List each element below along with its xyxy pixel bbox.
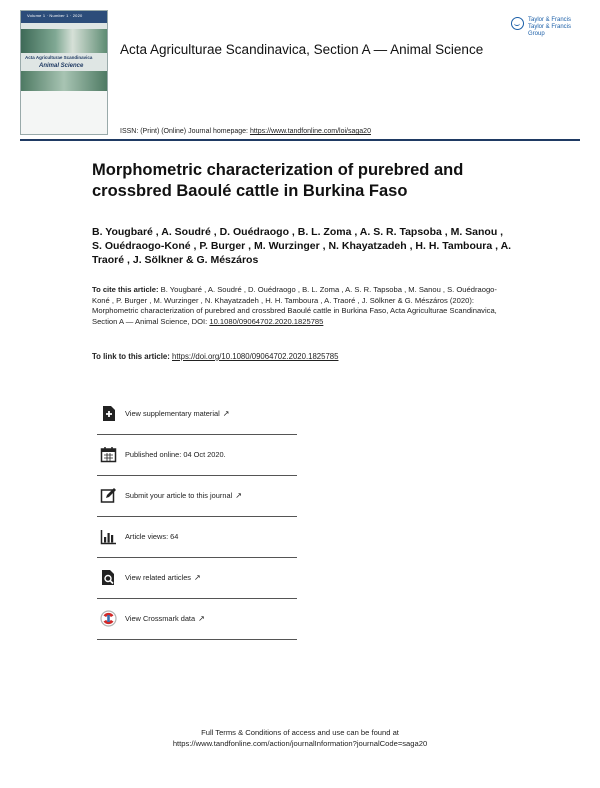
related-articles-text: View related articles	[125, 573, 191, 582]
article-title: Morphometric characterization of purebred and crossbred Baoulé cattle in Burkina Faso	[92, 161, 464, 200]
citation-label: To cite this article:	[92, 285, 159, 294]
citation-doi-link[interactable]: 10.1080/09064702.2020.1825785	[209, 316, 324, 326]
publisher-group: Taylor & Francis Group	[528, 24, 572, 37]
journal-title: Acta Agriculturae Scandinavica, Section A — Animal Science	[120, 42, 484, 57]
supplementary-material-text: View supplementary material	[125, 409, 220, 418]
cover-photo-strip-2	[21, 71, 107, 91]
supplementary-material-label	[125, 409, 229, 418]
bar-chart-icon	[100, 528, 117, 545]
article-link-line	[92, 352, 338, 361]
cover-title-line2: Animal Science	[39, 63, 84, 69]
cover-title-line1: Acta Agriculturae Scandinavica	[25, 55, 93, 60]
plus-document-icon	[100, 405, 117, 422]
issn-line	[120, 128, 371, 135]
supplementary-material-item[interactable]	[97, 394, 297, 435]
published-online-item	[97, 435, 297, 476]
footer-journal-info-link[interactable]: https://www.tandfonline.com/action/journalInformation?journalCode=saga20	[172, 739, 428, 748]
cover-photo-strip	[21, 29, 107, 53]
article-authors: B. Yougbaré , A. Soudré , D. Ouédraogo , B. L. Zoma , A. S. R. Tapsoba , M. Sanou , S. Ouédraogo-Koné , P. Burger , M. Wurzinger , N. Khayatzadeh , H. H. Tamboura , A. Traoré , J. Sölkner & G. Mészáros	[92, 226, 512, 266]
citation-block	[92, 285, 512, 327]
article-views-item	[97, 517, 297, 558]
submit-article-label	[125, 491, 242, 500]
calendar-icon	[100, 446, 117, 463]
journal-homepage-link[interactable]: https://www.tandfonline.com/loi/saga20	[249, 128, 371, 135]
external-link-icon: ↗	[198, 614, 205, 623]
article-doi-url-link[interactable]: https://doi.org/10.1080/09064702.2020.1825785	[172, 352, 339, 361]
cover-body	[21, 91, 107, 135]
header-divider	[20, 139, 580, 141]
journal-cover-image	[20, 10, 108, 135]
cover-header-text: Volume 1 · Number 1 · 2020	[27, 13, 83, 18]
external-link-icon: ↗	[235, 491, 242, 500]
issn-text: ISSN: (Print) (Online) Journal homepage:	[120, 128, 250, 135]
publisher-logo	[511, 15, 581, 37]
article-views-label: Article views: 64	[125, 532, 179, 541]
search-document-icon	[100, 569, 117, 586]
article-link-label: To link to this article:	[92, 352, 172, 361]
edit-icon	[100, 487, 117, 504]
related-articles-item[interactable]	[97, 558, 297, 599]
publisher-logo-text	[528, 17, 583, 38]
footer-terms-line: Full Terms & Conditions of access and use can be found at	[201, 728, 399, 737]
publisher-logo-icon	[511, 17, 524, 30]
submit-article-text: Submit your article to this journal	[125, 491, 233, 500]
crossmark-label	[125, 614, 205, 623]
external-link-icon: ↗	[222, 409, 230, 418]
related-articles-label	[125, 573, 201, 582]
citation-text: B. Yougbaré , A. Soudré , D. Ouédraogo , B. L. Zoma , A. S. R. Tapsoba , M. Sanou , S. Ouédraogo-Koné , P. Burger , M. Wurzinger , N. Khayatzadeh , H. H. Tamboura , A. Traoré , J. Sölkner & G. Mészáros (2020): Morphometric characterization of purebred and crossbred Baoulé cattle in Burkina Faso, Acta Agriculturae Scandinavica, Section A — Animal Science, DOI:	[92, 285, 497, 326]
publisher-name: Taylor & Francis	[528, 17, 572, 23]
crossmark-text: View Crossmark data	[125, 614, 196, 623]
external-link-icon: ↗	[194, 573, 201, 582]
cover-header-band	[21, 11, 107, 23]
published-online-label: Published online: 04 Oct 2020.	[125, 450, 226, 459]
submit-article-item[interactable]	[97, 476, 297, 517]
crossmark-item[interactable]	[97, 599, 297, 640]
crossmark-icon	[100, 610, 117, 627]
